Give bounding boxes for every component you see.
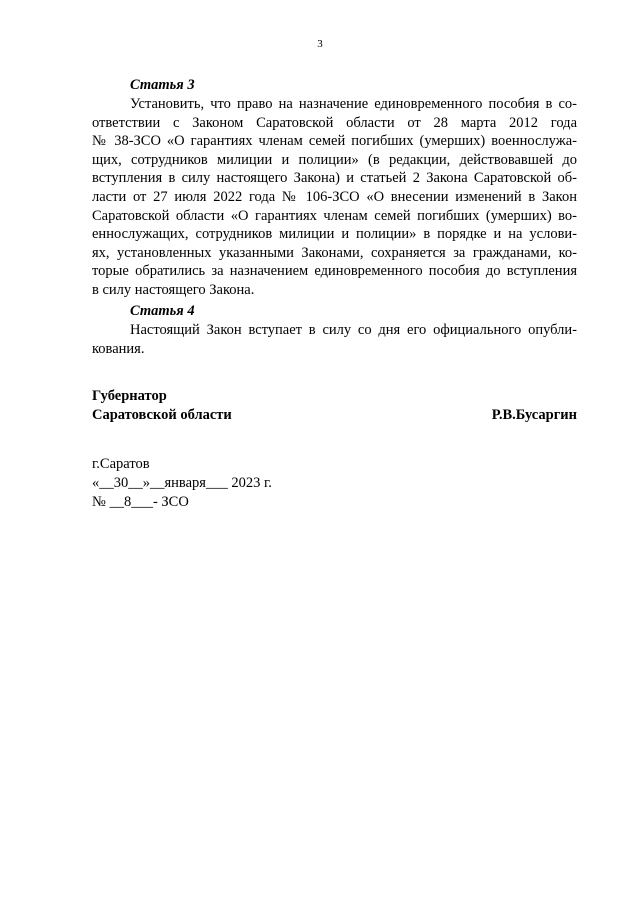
date-month: __января___	[150, 475, 228, 491]
article-4	[92, 302, 577, 358]
article-3	[92, 76, 577, 300]
page-number: 3	[317, 38, 323, 50]
article-3-line: в силу настоящего Закона.	[92, 281, 255, 298]
article-3-line: Саратовской области «О гарантиях членам семей погибших (умерших) во-	[92, 207, 577, 224]
article-4-line: кования.	[92, 340, 145, 357]
date-year: 2023 г.	[227, 475, 272, 491]
signature-title-line-1: Губернатор	[92, 388, 167, 404]
date-day: __30__	[99, 475, 143, 491]
article-3-line: ласти от 27 июля 2022 года № 106-ЗСО «О внесении изменений в Закон	[92, 188, 577, 205]
article-3-line: Установить, что право на назначение единовременного пособия в со-	[130, 96, 577, 112]
law-number-line	[92, 493, 272, 512]
signature-row	[92, 406, 577, 425]
signature-block	[92, 387, 577, 425]
date-line	[92, 474, 272, 493]
article-3-line: торые обратились за назначением единовременного пособия до вступления	[92, 263, 577, 280]
article-3-line: еннослужащих, сотрудников милиции и полиции» в порядке и на услови-	[92, 226, 577, 243]
law-number: __8___	[109, 494, 153, 510]
article-3-line: вступления в силу настоящего Закона) и статьей 2 Закона Саратовской об-	[92, 170, 577, 187]
article-4-line: Настоящий Закон вступает в силу со дня его официального опубли-	[130, 322, 577, 338]
signature-name: Р.В.Бусаргин	[491, 407, 577, 423]
city: г.Саратов	[92, 456, 150, 472]
article-3-line: ответствии с Законом Саратовской области от 28 марта 2012 года	[92, 114, 577, 131]
signature-title-line-2: Саратовской области	[92, 407, 232, 423]
article-3-line: № 38-ЗСО «О гарантиях членам семей погибших (умерших) военнослужа-	[92, 133, 577, 150]
law-number-suffix: - ЗСО	[152, 494, 189, 510]
article-4-heading: Статья 4	[130, 303, 195, 319]
date-close-quote: »	[142, 475, 150, 491]
place-date-block	[92, 455, 272, 512]
article-3-line: ях, установленных указанными Законами, сохраняется за гражданами, ко-	[92, 244, 577, 261]
article-3-heading: Статья 3	[130, 77, 195, 93]
law-number-prefix: №	[92, 494, 110, 510]
article-3-line: щих, сотрудников милиции и полиции» (в редакции, действовавшей до	[92, 151, 577, 168]
date-open-quote: «	[92, 475, 100, 491]
